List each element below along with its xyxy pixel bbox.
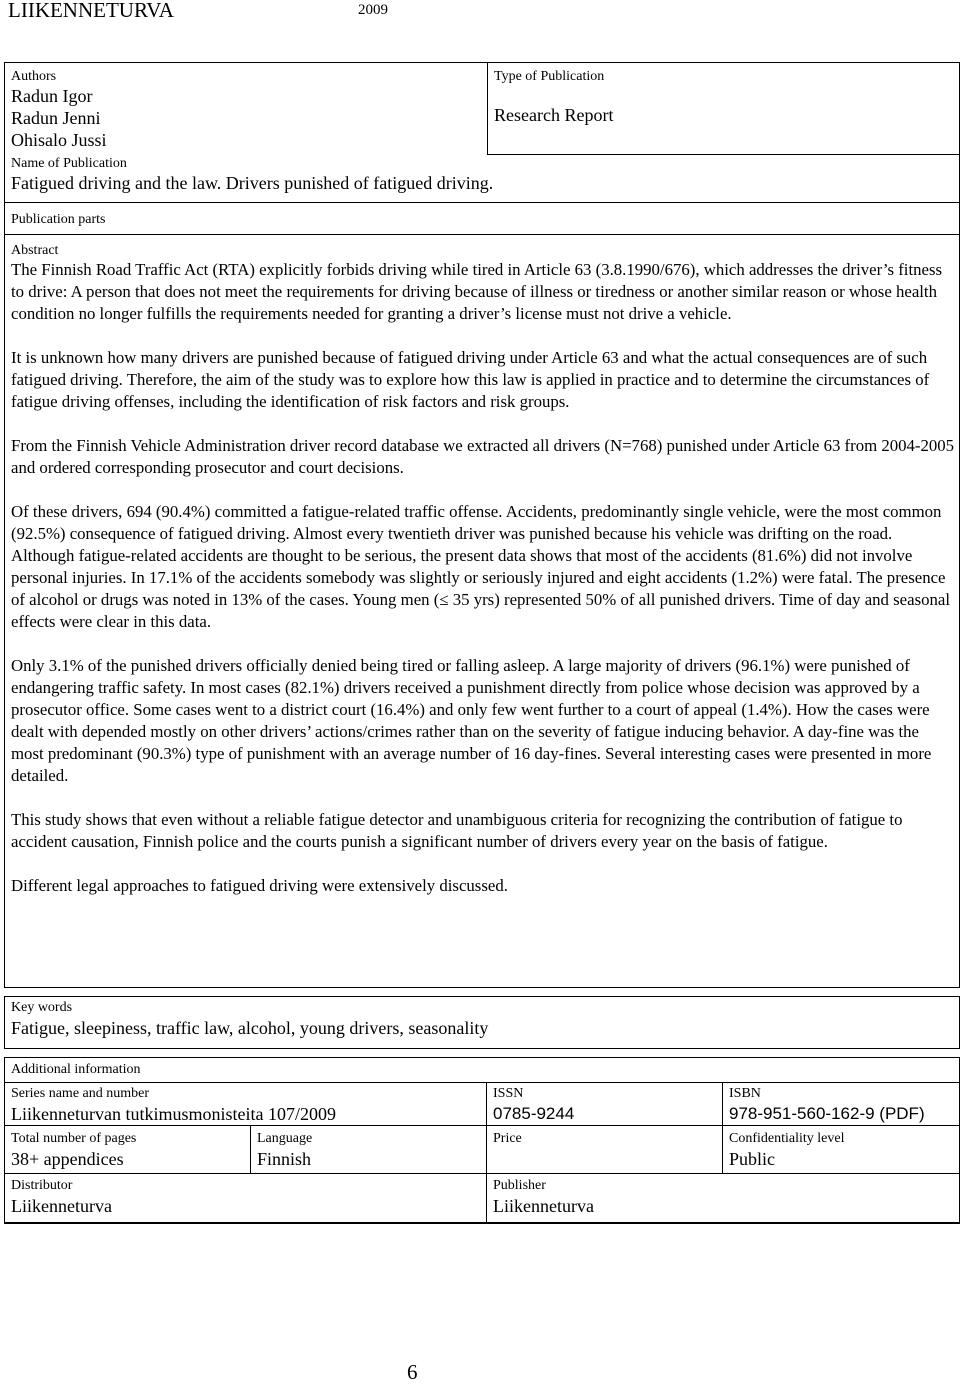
abstract-paragraph: The Finnish Road Traffic Act (RTA) explicitly forbids driving while tired in Article 63 (3.8.1990/676), which addresses the driver’s fitness to drive: A person that does not meet the requirements for driving because of illness or tiredness or another similar reason or whose health condition no longer fulfills the requirements needed for granting a driver’s license must not drive a vehicle. — [11, 260, 943, 323]
publisher-value: Liikenneturva — [493, 1196, 594, 1216]
publication-name-value: Fatigued driving and the law. Drivers punished of fatigued driving. — [11, 173, 494, 193]
publication-parts-label: Publication parts — [11, 212, 106, 227]
publication-name-section — [11, 155, 493, 194]
abstract-paragraph: From the Finnish Vehicle Administration driver record database we extracted all drivers (N=768) punished under Article 63 from 2004-2005 and ordered corresponding prosecutor and court decisions. — [11, 436, 955, 477]
abstract-paragraph: Only 3.1% of the punished drivers officially denied being tired or falling asleep. A large majority of drivers (96.1%) were punished of endangering traffic safety. In most cases (82.1%) drivers received a punishment directly from police whose decision was approved by a prosecutor office. Some cases went to a district court (16.4%) and only few went further to a court of appeal (1.4%). How the cases were dealt with depended mostly on other drivers’ actions/crimes rather than on the severity of fatigue inducing behavior. A day-fine was the most predominant (90.3%) type of punishment with an average number of 16 day-fines. Several interesting cases were presented in more detailed. — [11, 656, 932, 785]
abstract-paragraph: It is unknown how many drivers are punished because of fatigued driving under Article 63 and what the actual consequences are of such fatigued driving. Therefore, the aim of the study was to explore how this law is applied in practice and to determine the circumstances of fatigue driving offenses, including the identification of risk factors and risk groups. — [11, 348, 930, 411]
page-number: 6 — [407, 1360, 418, 1384]
additional-information-box — [4, 1057, 960, 1223]
isbn-cell — [722, 1082, 960, 1126]
distributor-label: Distributor — [11, 1178, 73, 1193]
publication-name-label: Name of Publication — [11, 156, 127, 171]
price-cell — [486, 1125, 723, 1174]
publication-type-cell — [487, 62, 960, 155]
author-name: Ohisalo Jussi — [11, 130, 107, 150]
series-value: Liikenneturvan tutkimusmonisteita 107/2009 — [11, 1104, 336, 1124]
description-sheet — [4, 62, 960, 988]
authors-section — [11, 68, 107, 151]
language-cell — [250, 1125, 487, 1174]
distributor-cell — [4, 1173, 487, 1224]
language-label: Language — [257, 1131, 313, 1146]
keywords-box — [4, 996, 960, 1049]
authors-label: Authors — [11, 69, 57, 84]
additional-information-title: Additional information — [11, 1062, 141, 1077]
organization-name: LIIKENNETURVA — [8, 0, 174, 22]
publication-type-value: Research Report — [494, 105, 614, 125]
isbn-value: 978-951-560-162-9 (PDF) — [729, 1104, 925, 1123]
abstract-body — [11, 259, 955, 919]
abstract-paragraph: Different legal approaches to fatigued driving were extensively discussed. — [11, 876, 508, 895]
distributor-value: Liikenneturva — [11, 1196, 112, 1216]
confidentiality-cell — [722, 1125, 960, 1174]
publication-year: 2009 — [358, 2, 388, 18]
publisher-label: Publisher — [493, 1178, 546, 1193]
abstract-paragraph: Of these drivers, 694 (90.4%) committed a fatigue-related traffic offense. Accidents, predominantly single vehicle, were the most common (92.5%) consequence of fatigued driving. Almost every twentieth driver was punished because his vehicle was drifting on the road. Although fatigue-related accidents are thought to be serious, the present data shows that most of the accidents (81.6%) did not involve personal injuries. In 17.1% of the accidents somebody was slightly or seriously injured and eight accidents (1.2%) were fatal. The presence of alcohol or drugs was noted in 13% of the cases. Young men (≤ 35 yrs) represented 50% of all punished drivers. Time of day and seasonal effects were clear in this data. — [11, 502, 950, 631]
pages-value: 38+ appendices — [11, 1149, 124, 1169]
confidentiality-value: Public — [729, 1149, 776, 1169]
publication-type-label: Type of Publication — [494, 69, 605, 84]
abstract-paragraph: This study shows that even without a reliable fatigue detector and unambiguous criteria for recognizing the contribution of fatigue to accident causation, Finnish police and the courts punish a significant number of drivers every year on the basis of fatigue. — [11, 810, 903, 851]
publisher-cell — [486, 1173, 960, 1224]
keywords-label: Key words — [11, 1000, 73, 1015]
series-label: Series name and number — [11, 1086, 150, 1101]
language-value: Finnish — [257, 1149, 312, 1169]
author-name: Radun Jenni — [11, 108, 101, 128]
divider — [4, 202, 960, 203]
series-cell — [4, 1082, 487, 1126]
issn-label: ISSN — [493, 1086, 524, 1101]
issn-cell — [486, 1082, 723, 1126]
issn-value: 0785-9244 — [493, 1104, 575, 1123]
isbn-label: ISBN — [729, 1086, 761, 1101]
pages-label: Total number of pages — [11, 1131, 137, 1146]
pages-cell — [4, 1125, 251, 1174]
abstract-label: Abstract — [11, 243, 59, 258]
author-name: Radun Igor — [11, 86, 93, 106]
keywords-value: Fatigue, sleepiness, traffic law, alcohol, young drivers, seasonality — [11, 1018, 489, 1038]
divider — [4, 234, 960, 235]
confidentiality-label: Confidentiality level — [729, 1131, 845, 1146]
price-label: Price — [493, 1131, 522, 1146]
